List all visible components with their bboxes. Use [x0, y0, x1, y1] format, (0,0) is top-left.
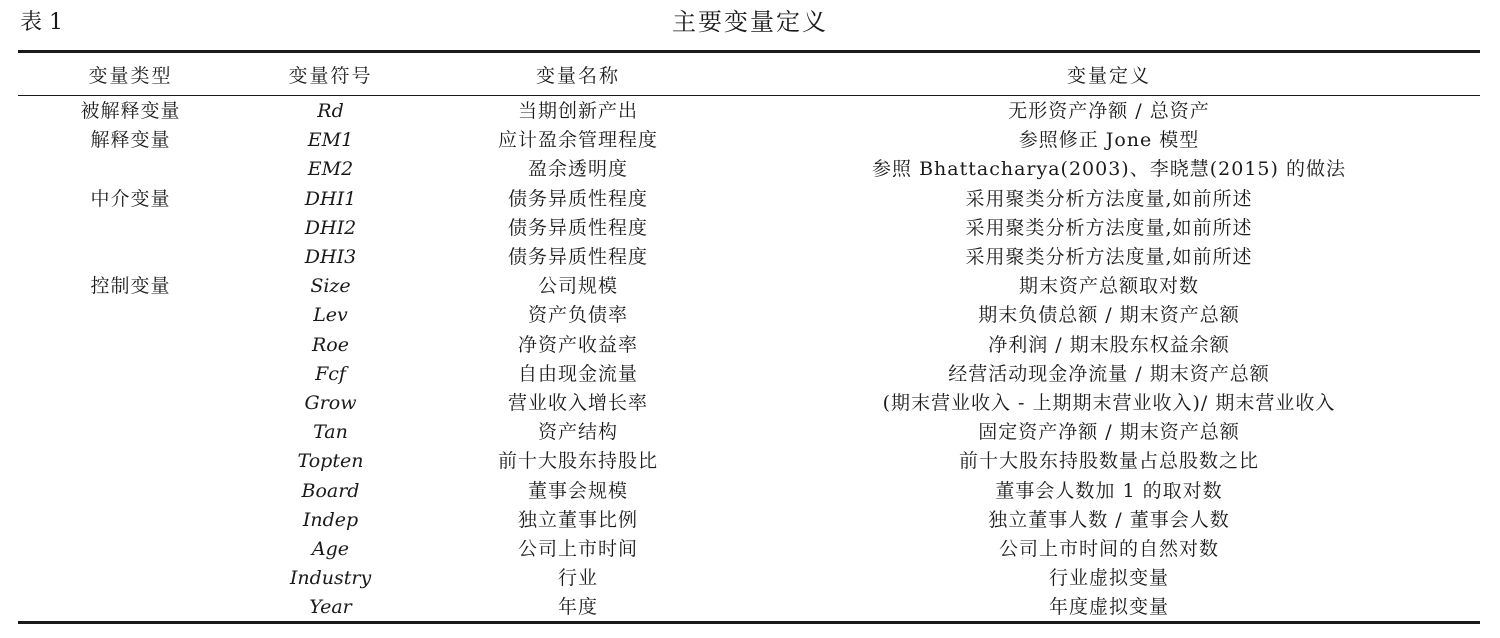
table-row: [18, 506, 1480, 535]
table-row: [18, 418, 1480, 447]
cell-variable-definition: 参照 Bhattacharya(2003)、李晓慧(2015) 的做法: [872, 158, 1346, 181]
cell-variable-definition: 行业虚拟变量: [1048, 567, 1169, 590]
table-row: [18, 272, 1480, 301]
cell-variable-definition: 董事会人数加 1 的取对数: [995, 479, 1223, 502]
cell-variable-definition: 期末资产总额取对数: [1018, 275, 1199, 298]
cell-variable-symbol: Board: [301, 479, 360, 502]
cell-variable-definition: 净利润 / 期末股东权益余额: [988, 333, 1230, 356]
cell-variable-symbol: EM1: [307, 129, 354, 152]
table-row: [18, 447, 1480, 476]
cell-variable-name: 债务异质性程度: [507, 216, 648, 239]
table-row: [18, 243, 1480, 272]
cell-variable-name: 公司规模: [537, 275, 618, 298]
variable-definition-table: [18, 55, 1480, 622]
cell-variable-definition: 年度虚拟变量: [1048, 596, 1169, 619]
table-header-row: [18, 55, 1480, 93]
table-row: [18, 476, 1480, 505]
table-row: [18, 185, 1480, 214]
cell-variable-name: 公司上市时间: [517, 537, 638, 560]
header-variable-type: 变量类型: [88, 64, 173, 87]
cell-variable-definition: 期末负债总额 / 期末资产总额: [978, 304, 1240, 327]
cell-variable-name: 前十大股东持股比: [497, 450, 658, 473]
cell-variable-symbol: Fcf: [315, 362, 346, 385]
cell-variable-type: [18, 389, 243, 418]
cell-variable-name: 净资产收益率: [517, 333, 638, 356]
table-row: [18, 331, 1480, 360]
cell-variable-name: 自由现金流量: [517, 362, 638, 385]
cell-variable-type: [18, 214, 243, 243]
cell-variable-name: 当期创新产出: [517, 100, 638, 123]
cell-variable-type: 控制变量: [90, 275, 171, 298]
cell-variable-type: [18, 564, 243, 593]
table-body: [18, 97, 1480, 622]
cell-variable-definition: 公司上市时间的自然对数: [998, 537, 1219, 560]
table-row: [18, 564, 1480, 593]
cell-variable-type: 中介变量: [90, 187, 171, 210]
table-title: 主要变量定义: [672, 8, 828, 36]
table-row: [18, 593, 1480, 622]
cell-variable-symbol: Topten: [297, 450, 364, 473]
cell-variable-name: 董事会规模: [527, 479, 628, 502]
cell-variable-symbol: Industry: [289, 567, 372, 590]
table-label: 表 1: [20, 10, 63, 35]
cell-variable-name: 应计盈余管理程度: [497, 129, 658, 152]
cell-variable-definition: 采用聚类分析方法度量,如前所述: [965, 246, 1253, 269]
cell-variable-type: [18, 331, 243, 360]
cell-variable-type: [18, 535, 243, 564]
cell-variable-symbol: Age: [311, 537, 350, 560]
cell-variable-type: [18, 418, 243, 447]
cell-variable-symbol: DHI1: [304, 187, 357, 210]
cell-variable-type: 解释变量: [90, 129, 171, 152]
cell-variable-symbol: Lev: [313, 304, 348, 327]
table-row: [18, 301, 1480, 330]
cell-variable-type: [18, 447, 243, 476]
table-row: [18, 214, 1480, 243]
cell-variable-type: [18, 155, 243, 184]
cell-variable-name: 资产结构: [537, 421, 618, 444]
table-row: [18, 126, 1480, 155]
cell-variable-definition: 采用聚类分析方法度量,如前所述: [965, 187, 1253, 210]
cell-variable-symbol: EM2: [307, 158, 354, 181]
cell-variable-symbol: Rd: [317, 100, 344, 123]
cell-variable-name: 年度: [557, 596, 598, 619]
table-row: [18, 97, 1480, 126]
cell-variable-type: [18, 476, 243, 505]
cell-variable-name: 债务异质性程度: [507, 246, 648, 269]
cell-variable-symbol: Tan: [313, 421, 348, 444]
cell-variable-symbol: Size: [310, 275, 351, 298]
cell-variable-name: 营业收入增长率: [507, 391, 648, 414]
table-row: [18, 389, 1480, 418]
cell-variable-definition: 前十大股东持股数量占总股数之比: [958, 450, 1259, 473]
cell-variable-definition: 经营活动现金净流量 / 期末资产总额: [948, 362, 1270, 385]
table-row: [18, 360, 1480, 389]
cell-variable-type: 被解释变量: [80, 100, 181, 123]
cell-variable-symbol: Year: [309, 596, 352, 619]
cell-variable-definition: 采用聚类分析方法度量,如前所述: [965, 216, 1253, 239]
cell-variable-symbol: Grow: [304, 391, 357, 414]
header-variable-name: 变量名称: [535, 64, 620, 87]
cell-variable-name: 债务异质性程度: [507, 187, 648, 210]
cell-variable-type: [18, 360, 243, 389]
top-rule: [18, 50, 1480, 53]
cell-variable-name: 行业: [557, 567, 598, 590]
cell-variable-definition: 无形资产净额 / 总资产: [1008, 100, 1210, 123]
cell-variable-symbol: DHI2: [304, 216, 357, 239]
table-row: [18, 535, 1480, 564]
cell-variable-type: [18, 593, 243, 622]
cell-variable-definition: (期末营业收入 - 上期期末营业收入)/ 期末营业收入: [882, 391, 1336, 414]
cell-variable-definition: 固定资产净额 / 期末资产总额: [978, 421, 1240, 444]
table-row: [18, 155, 1480, 184]
header-variable-definition: 变量定义: [1066, 64, 1151, 87]
cell-variable-name: 独立董事比例: [517, 508, 638, 531]
cell-variable-definition: 参照修正 Jone 模型: [1018, 129, 1200, 152]
cell-variable-name: 资产负债率: [527, 304, 628, 327]
header-variable-symbol: 变量符号: [288, 64, 373, 87]
table-caption: [0, 0, 1500, 46]
cell-variable-symbol: Indep: [302, 508, 359, 531]
cell-variable-type: [18, 243, 243, 272]
cell-variable-type: [18, 301, 243, 330]
cell-variable-symbol: Roe: [312, 333, 349, 356]
cell-variable-type: [18, 506, 243, 535]
cell-variable-name: 盈余透明度: [527, 158, 628, 181]
cell-variable-symbol: DHI3: [304, 246, 357, 269]
cell-variable-definition: 独立董事人数 / 董事会人数: [988, 508, 1230, 531]
